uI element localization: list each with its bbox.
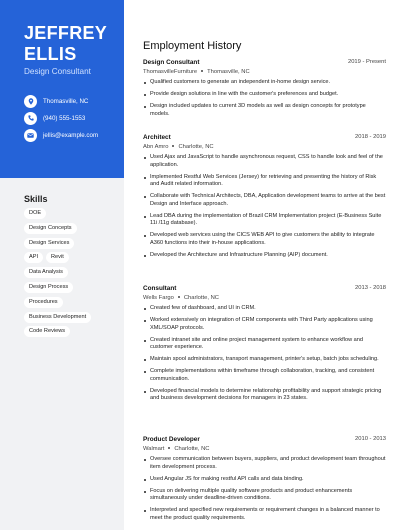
candidate-role: Design Consultant (24, 67, 91, 76)
job-bullets (143, 456, 386, 522)
list-item: Worked extensively on integration of CRM components with Third Party applications using XML/SOAP protocols. (143, 317, 386, 332)
list-item: Created few of dashboard, and UI in CRM. (143, 305, 386, 313)
separator-dot (201, 70, 203, 72)
location-text: Thomasville, NC (43, 97, 89, 105)
job-dates: 2013 - 2018 (355, 285, 386, 291)
job-title: Architect (143, 134, 171, 141)
list-item: Focus on delivering multiple quality software products and product enhancements simultaneously under deadline-driven conditions. (143, 488, 386, 503)
job-dates: 2018 - 2019 (355, 134, 386, 140)
job-employer (143, 69, 386, 75)
list-item: Maintain spool administrators, transport management, printer's setup, batch jobs scheduling. (143, 356, 386, 364)
job-entry (143, 285, 386, 407)
job-company: ThomasvilleFurniture (143, 69, 198, 75)
job-bullets (143, 154, 386, 259)
job-employer (143, 295, 386, 301)
skill-chip: Design Process (24, 282, 73, 293)
email-link[interactable]: jellis@example.com (43, 131, 99, 139)
job-title: Product Developer (143, 436, 200, 443)
list-item: Created intranet site and online project management system to enhance workflow and customer experience. (143, 337, 386, 352)
job-entry (143, 436, 386, 527)
skills-heading: Skills (24, 194, 48, 204)
list-item: Qualified customers to generate an independent in-home design service. (143, 79, 386, 87)
separator-dot (168, 447, 170, 449)
job-employer (143, 144, 386, 150)
skill-chip: Business Development (24, 312, 91, 323)
profile-header (0, 0, 124, 178)
list-item: Developed web services using the CICS WEB API to give customers the ability to integrate A360 functions into their in-house applications. (143, 232, 386, 247)
skill-chip: Revit (46, 252, 69, 263)
list-item: Used Angular JS for making restful API calls and data binding. (143, 476, 386, 484)
job-entry (143, 134, 386, 264)
list-item: Used Ajax and JavaScript to handle asynchronous request, CSS to handle look and feel of the application. (143, 154, 386, 169)
skill-chip: API (24, 252, 43, 263)
list-item: Complete implementations within timeframe through collaboration, tracking, and consistent communication. (143, 368, 386, 383)
section-title-employment: Employment History (143, 40, 242, 52)
job-location: Charlotte, NC (174, 446, 210, 452)
contact-email (24, 128, 98, 142)
last-name: ELLIS (24, 44, 77, 64)
skill-chip: Data Analysis (24, 267, 68, 278)
list-item: Provide design solutions in line with the customer's preferences and budget. (143, 91, 386, 99)
job-dates: 2019 - Present (347, 59, 386, 65)
job-bullets (143, 305, 386, 403)
list-item: Oversee communication between buyers, suppliers, and product development team throughout item development process. (143, 456, 386, 471)
list-item: Lead DBA during the implementation of Brazil CRM Implementation project (E-Business Suite 11i /11g database). (143, 213, 386, 228)
first-name: JEFFREY (24, 23, 108, 43)
job-location: Charlotte, NC (183, 295, 219, 301)
job-company: Walmart (143, 446, 165, 452)
contact-phone (24, 111, 85, 125)
sidebar (0, 0, 124, 530)
job-company: Abn Amro (143, 144, 169, 150)
job-company: Wells Fargo (143, 295, 174, 301)
list-item: Design included updates to current 3D models as well as design concepts for prototype models. (143, 103, 386, 118)
separator-dot (172, 145, 174, 147)
job-bullets (143, 79, 386, 118)
list-item: Interpreted and specified new requirements or requirement changes in a balanced manner to meet the product quality requirements. (143, 507, 386, 522)
skill-chip: Design Services (24, 238, 74, 249)
skill-chip: DOE (24, 208, 46, 219)
separator-dot (178, 296, 180, 298)
job-employer (143, 446, 386, 452)
list-item: Collaborate with Technical Architects, DBA, Application development teams to arrive at the best Design and Interface approach. (143, 193, 386, 208)
list-item: Implemented Restful Web Services (Jersey) for retrieving and presenting the history of Risk and Audit related information. (143, 174, 386, 189)
job-location: Charlotte, NC (178, 144, 214, 150)
candidate-name (24, 23, 107, 65)
skill-chip: Code Reviews (24, 326, 70, 337)
job-entry (143, 59, 386, 123)
job-title: Consultant (143, 285, 177, 292)
skill-chip: Design Concepts (24, 223, 77, 234)
email-icon (24, 129, 37, 142)
list-item: Developed financial models to determine relationship profitability and support strategic pricing and business development decisions for managers in 23 states. (143, 388, 386, 403)
contact-location (24, 94, 88, 108)
phone-icon (24, 112, 37, 125)
job-dates: 2010 - 2013 (355, 436, 386, 442)
list-item: Developed the Architecture and Infrastructure Planning (AIP) document. (143, 252, 386, 260)
job-location: Thomasville, NC (207, 69, 250, 75)
location-pin-icon (24, 95, 37, 108)
skill-chip: Procedures (24, 297, 63, 308)
job-title: Design Consultant (143, 59, 200, 66)
phone-text[interactable]: (940) 555-1553 (43, 114, 86, 122)
